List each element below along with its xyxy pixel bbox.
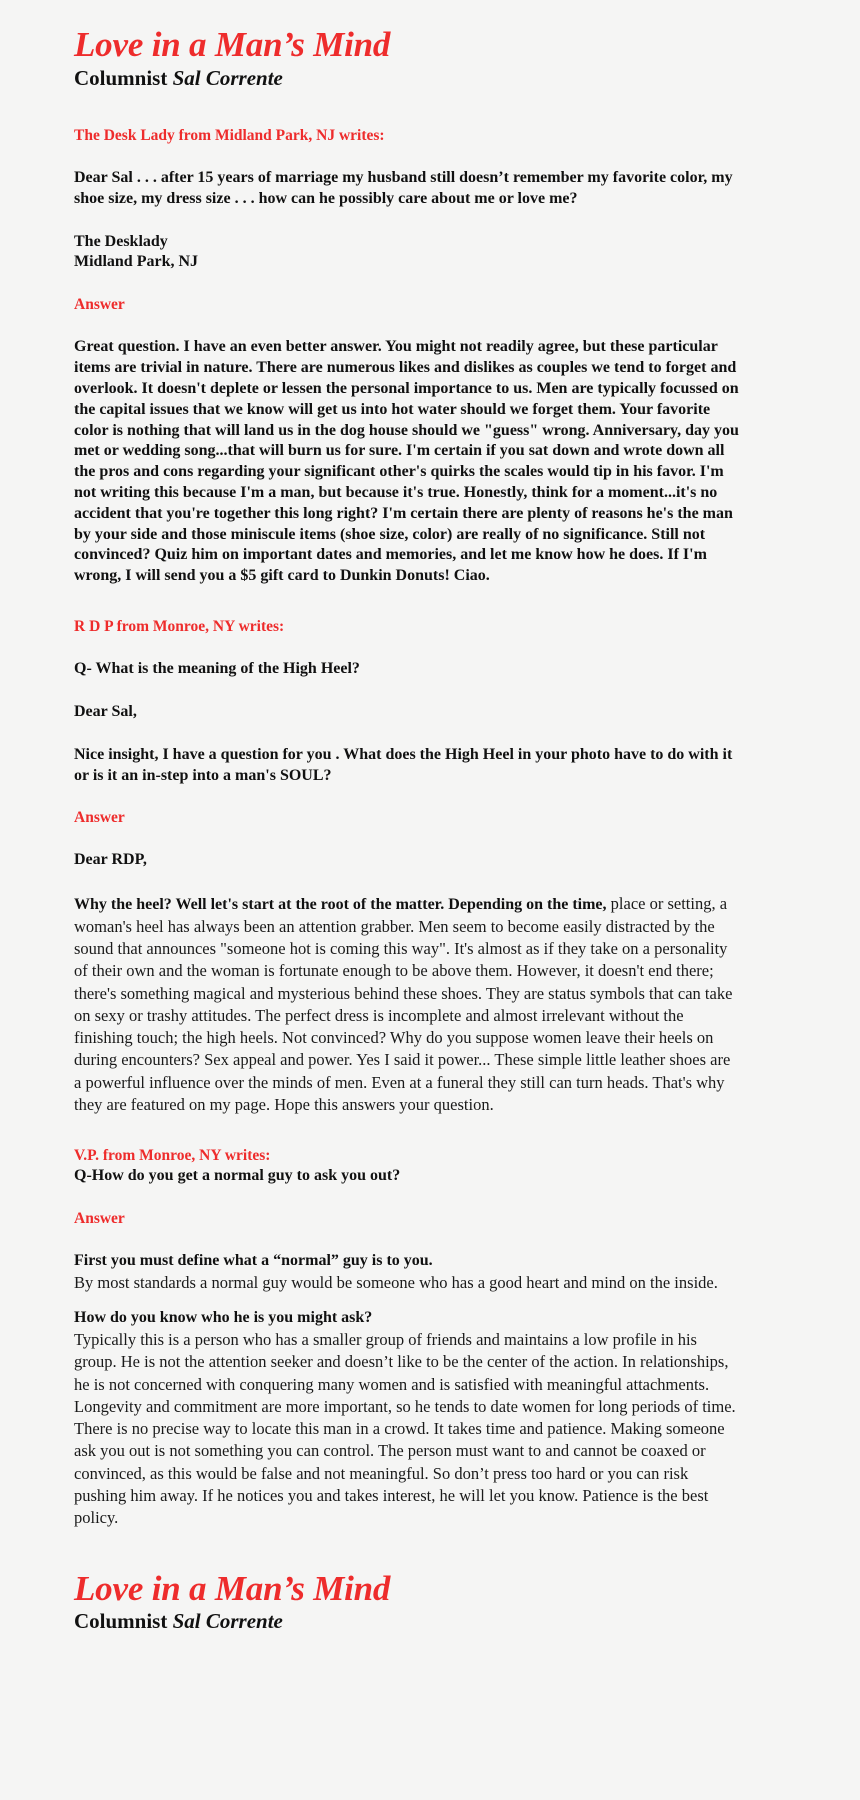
- letter-signature-line-2: Midland Park, NJ: [74, 253, 199, 271]
- footer-masthead-byline-prefix: Columnist: [74, 1609, 173, 1634]
- answer-label-rdp: Answer: [74, 809, 125, 827]
- footer-masthead-byline-name: Sal Corrente: [172, 1609, 283, 1634]
- letter-section-rdp: [74, 617, 740, 1116]
- answer-subhead-normal-guy: First you must define what a “normal” guy is to you.: [74, 1252, 433, 1270]
- answer-label-vp: Answer: [74, 1210, 125, 1228]
- masthead-title: Love in a Man’s Mind: [74, 25, 391, 64]
- answer-salutation-rdp: Dear RDP,: [74, 851, 147, 869]
- letter-salutation-rdp: Dear Sal,: [74, 702, 137, 720]
- letter-header-rdp: R D P from Monroe, NY writes:: [74, 617, 285, 635]
- spacer: [74, 828, 740, 850]
- spacer: [74, 210, 740, 232]
- spacer: [74, 871, 740, 893]
- spacer: [74, 723, 740, 745]
- letter-signature-line-1: The Desklady: [74, 232, 168, 250]
- masthead-byline: [74, 66, 740, 90]
- spacer: [74, 1294, 740, 1308]
- spacer: [74, 146, 740, 168]
- letter-q-line-rdp: Q- What is the meaning of the High Heel?: [74, 660, 360, 678]
- letter-header-vp: V.P. from Monroe, NY writes:: [74, 1147, 271, 1165]
- spacer: [74, 96, 740, 126]
- spacer: [74, 1187, 740, 1209]
- spacer: [74, 315, 740, 337]
- letter-header-desk-lady: The Desk Lady from Midland Park, NJ writes:: [74, 126, 385, 144]
- letter-question-desk-lady: Dear Sal . . . after 15 years of marriage my husband still doesn’t remember my favorite color, my shoe size, my dress size . . . how can he possibly care about me or love me?: [74, 169, 733, 207]
- footer-masthead-title: Love in a Man’s Mind: [74, 1568, 391, 1608]
- masthead-byline-name: Sal Corrente: [172, 65, 283, 90]
- letter-question-rdp: Nice insight, I have a question for you . What does the High Heel in your photo have to do with it or is it an in-step into a man's SOUL?: [74, 745, 733, 784]
- answer-body-rdp-bold-lead: Why the heel? Well let's start at the root of the matter. Depending on the time,: [74, 896, 607, 914]
- spacer: [74, 1229, 740, 1251]
- answer-body-rdp-rest: place or setting, a woman's heel has always been an attention grabber. Men seem to become easily distracted by the sound that announces "someone hot is coming this way". It's almost as if they take on a personality of their own and the woman is fortunate enough to be above them. However, it doesn't end there; there's something magical and mysterious behind these shoes. They are status symbols that can take on sexy or trashy attitudes. The perfect dress is incomplete and almost irrelevant without the finishing touch; the high heels. Not convinced? Why do you suppose women leave their heels on during encounters? Sex appeal and power. Yes I said it power... These simple little leather shoes are a powerful influence over the minds of men. Even at a funeral they still can turn heads. That's why they are featured on my page. Hope this answers your question.: [74, 894, 733, 1114]
- answer-label-desk-lady: Answer: [74, 296, 125, 314]
- answer-subhead-how-do-you-know: How do you know who he is you might ask?: [74, 1309, 373, 1327]
- masthead: [74, 26, 740, 90]
- spacer: [74, 786, 740, 808]
- footer-masthead-byline: [74, 1609, 740, 1633]
- answer-body-desk-lady: Great question. I have an even better answer. You might not readily agree, but these particular items are trivial in nature. There are numerous likes and dislikes as couples we tend to forget and overlook. It doesn't deplete or lessen the personal importance to us. Men are typically focussed on the capital issues that we know will get us into hot water should we forget them. Your favorite color is nothing that will land us in the dog house should we "guess" wrong. Anniversary, day you met or wedding song...that will burn us for sure. I'm certain if you sat down and wrote down all the pros and cons regarding your significant other's quirks the scales would tip in his favor. I'm not writing this because I'm a man, but because it's true. Honestly, think for a moment...it's no accident that you're together this long right? I'm certain there are plenty of reasons he's the man by your side and those miniscule items (shoe size, color) are really of no significance. Still not convinced? Quiz him on important dates and memories, and let me know how he does. If I'm wrong, I will send you a $5 gift card to Dunkin Donuts! Ciao.: [74, 338, 739, 585]
- answer-body-how-do-you-know: Typically this is a person who has a smaller group of friends and maintains a low profile in his group. He is not the attention seeker and doesn’t like to be the center of the action. In relationships, he is not concerned with conquering many women and is satisfied with meaningful attachments. Longevity and commitment are more important, so he tends to date women for long periods of time. There is no precise way to locate this man in a crowd. It takes time and patience. Making someone ask you out is not something you can control. The person must want to and cannot be coaxed or convinced, as this would be false and not meaningful. So don’t press too hard or you can risk pushing him away. If he notices you and takes interest, he will let you know. Patience is the best policy.: [74, 1330, 736, 1528]
- spacer: [74, 587, 740, 617]
- spacer: [74, 1116, 740, 1146]
- spacer: [74, 1530, 740, 1570]
- answer-body-normal-guy: By most standards a normal guy would be someone who has a good heart and mind on the inside.: [74, 1273, 718, 1293]
- letter-section-vp: [74, 1146, 740, 1529]
- spacer: [74, 637, 740, 659]
- masthead-byline-prefix: Columnist: [74, 65, 173, 90]
- answer-body-rdp: [74, 893, 740, 1116]
- spacer: [74, 273, 740, 295]
- letter-q-line-vp: Q-How do you get a normal guy to ask you out?: [74, 1167, 401, 1185]
- footer-masthead: [74, 1570, 740, 1634]
- spacer: [74, 680, 740, 702]
- letter-section-desk-lady: [74, 126, 740, 587]
